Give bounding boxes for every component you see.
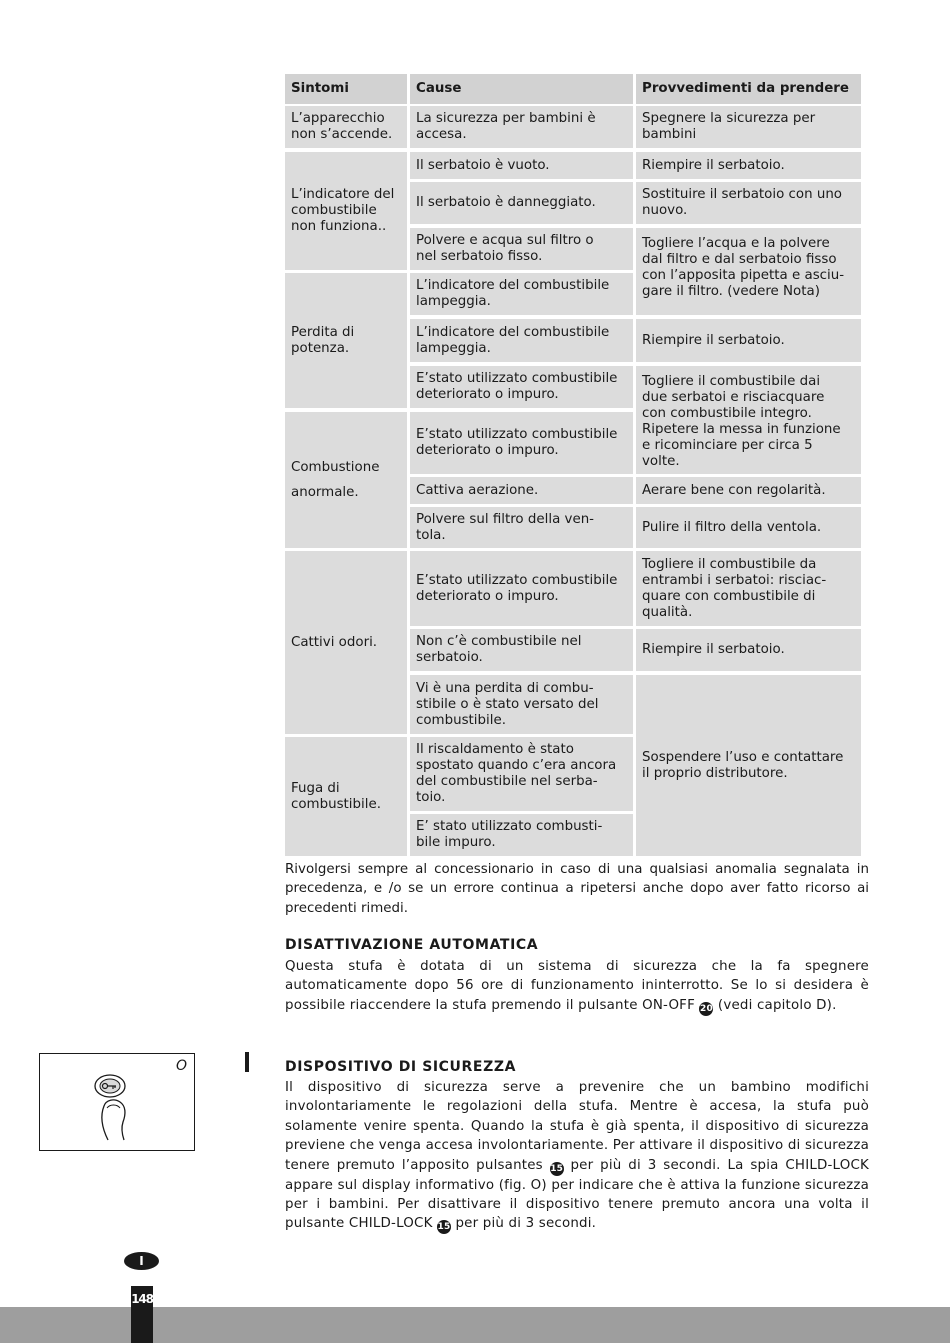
button-ref-badge: 15 bbox=[437, 1222, 451, 1233]
button-ref-badge: 15 bbox=[550, 1163, 564, 1174]
figure-label: O bbox=[175, 1058, 187, 1074]
language-badge: I bbox=[124, 1252, 159, 1270]
finger-press-child-lock-icon bbox=[90, 1068, 140, 1144]
cause-cell: Polvere e acqua sul filtro o nel serbatoio fisso. bbox=[410, 228, 633, 270]
button-ref-badge: 20 bbox=[699, 1003, 713, 1014]
language-marker bbox=[245, 1052, 249, 1072]
symptom-cell: Fuga di combustibile. bbox=[285, 737, 407, 856]
remedy-cell: Sospendere l’uso e contattare il proprio distributore. bbox=[636, 675, 861, 856]
page-number: 148 bbox=[131, 1292, 153, 1306]
symptom-cell: Combustione anormale. bbox=[285, 412, 407, 548]
cause-cell: E’stato utilizzato combustibile deteriorato o impuro. bbox=[410, 366, 633, 408]
cause-cell: Il serbatoio è danneggiato. bbox=[410, 182, 633, 224]
cause-cell: Polvere sul filtro della ven- tola. bbox=[410, 507, 633, 548]
remedy-cell: Aerare bene con regolarità. bbox=[636, 477, 861, 504]
remedy-cell: Riempire il serbatoio. bbox=[636, 629, 861, 671]
remedy-cell: Togliere l’acqua e la polvere dal filtro e dal serbatoio fisso con l’apposita pipetta e asciu- gare il filtro. (vedere Nota) bbox=[636, 228, 861, 315]
remedy-cell: Sostituire il serbatoio con uno nuovo. bbox=[636, 182, 861, 224]
cause-cell: Vi è una perdita di combu- stibile o è stato versato del combustibile. bbox=[410, 675, 633, 734]
cause-cell: Cattiva aerazione. bbox=[410, 477, 633, 504]
remedy-cell: Togliere il combustibile da entrambi i serbatoi: risciac- quare con combustibile di qualità. bbox=[636, 551, 861, 626]
table-header-symptoms: Sintomi bbox=[285, 74, 407, 104]
remedy-cell: Spegnere la sicurezza per bambini bbox=[636, 106, 861, 148]
cause-cell: E’stato utilizzato combustibile deteriorato o impuro. bbox=[410, 412, 633, 474]
table-header-remedies: Provvedimenti da prendere bbox=[636, 74, 861, 104]
auto-off-heading: DISATTIVAZIONE AUTOMATICA bbox=[285, 937, 539, 953]
remedy-cell: Pulire il filtro della ventola. bbox=[636, 507, 861, 548]
cause-cell: L’indicatore del combustibile lampeggia. bbox=[410, 273, 633, 315]
cause-cell: Non c’è combustibile nel serbatoio. bbox=[410, 629, 633, 671]
safety-text: Il dispositivo di sicurezza serve a prevenire che un bambino modifichi involontariamente le regolazioni della stufa. Mentre è accesa, la stufa può solamente venire spenta. Quando la stufa è già spenta, il dispositivo di sicurezza previene che venga accesa involontariamente. Per attivare il dispositivo di sicurezza tenere premuto l’apposito pulsantes 15 per più di 3 secondi. La spia CHILD-LOCK appare sul display informativo (fig. O) per indicare che è attiva la funzione sicurezza per i bambini. Per disattivare il dispositivo tenere premuto ancora una volta il pulsante CHILD-LOCK 15 per più di 3 secondi. bbox=[285, 1080, 869, 1233]
table-note: Rivolgersi sempre al concessionario in caso di una qualsiasi anomalia segnalata in precedenza, e /o se un errore continua a ripetersi anche dopo aver fatto ricorso ai precedenti rimedi. bbox=[285, 862, 869, 916]
cause-cell: Il serbatoio è vuoto. bbox=[410, 152, 633, 179]
symptom-cell: Cattivi odori. bbox=[285, 551, 407, 734]
symptom-cell: L’indicatore del combustibile non funziona.. bbox=[285, 152, 407, 270]
remedy-cell: Togliere il combustibile dai due serbatoi e risciacquare con combustibile integro. Ripetere la messa in funzione e ricominciare per circa 5 volte. bbox=[636, 366, 861, 474]
cause-cell: La sicurezza per bambini è accesa. bbox=[410, 106, 633, 148]
symptom-cell: L’apparecchio non s’accende. bbox=[285, 106, 407, 148]
cause-cell: E’ stato utilizzato combusti- bile impuro. bbox=[410, 814, 633, 856]
auto-off-text: Questa stufa è dotata di un sistema di sicurezza che la fa spegnere automaticamente dopo 56 ore di funzionamento ininterrotto. Se lo si desidera è possibile riaccendere la stufa premendo il pulsante ON-OFF 20 (vedi capitolo D). bbox=[285, 959, 869, 1014]
cause-cell: E’stato utilizzato combustibile deteriorato o impuro. bbox=[410, 551, 633, 626]
symptom-cell: Perdita di potenza. bbox=[285, 273, 407, 408]
safety-heading: DISPOSITIVO DI SICUREZZA bbox=[285, 1059, 517, 1075]
figure-o bbox=[39, 1053, 195, 1151]
cause-cell: L’indicatore del combustibile lampeggia. bbox=[410, 319, 633, 362]
table-header-causes: Cause bbox=[410, 74, 633, 104]
cause-cell: Il riscaldamento è stato spostato quando c’era ancora del combustibile nel serba- toio. bbox=[410, 737, 633, 811]
remedy-cell: Riempire il serbatoio. bbox=[636, 319, 861, 362]
remedy-cell: Riempire il serbatoio. bbox=[636, 152, 861, 179]
